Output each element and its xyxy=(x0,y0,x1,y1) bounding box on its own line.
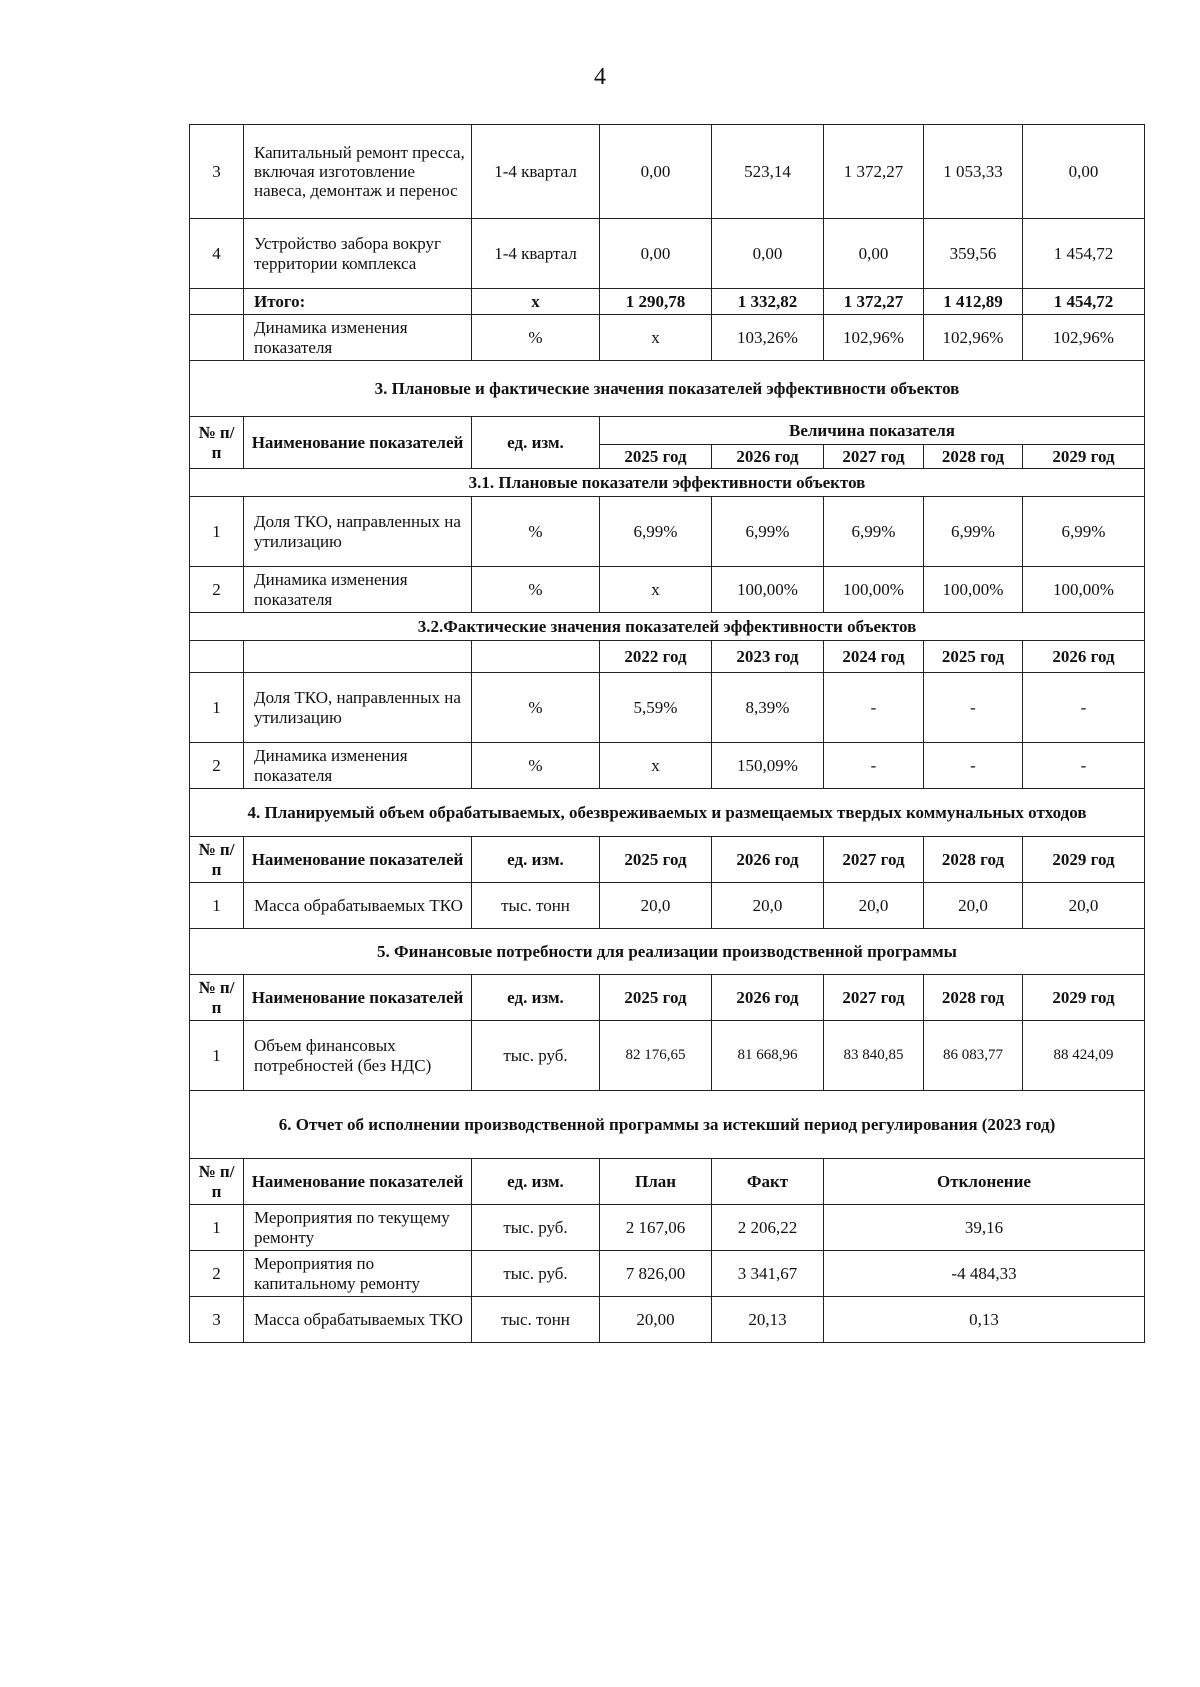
unit-cell: % xyxy=(472,315,600,361)
section-title-row xyxy=(190,789,1145,837)
value-cell: 150,09% xyxy=(712,743,824,789)
activity-name: Капитальный ремонт пресса, включая изготовление навеса, демонтаж и перенос xyxy=(244,125,472,219)
value-cell: 1 053,33 xyxy=(924,125,1023,219)
value-cell: 100,00% xyxy=(712,567,824,613)
value-cell: 83 840,85 xyxy=(824,1021,924,1091)
value-cell: 81 668,96 xyxy=(712,1021,824,1091)
total-value: 1 332,82 xyxy=(712,289,824,315)
value-cell: 0,00 xyxy=(712,219,824,289)
value-cell: 102,96% xyxy=(1023,315,1145,361)
value-cell: 82 176,65 xyxy=(600,1021,712,1091)
section-title-row xyxy=(190,929,1145,975)
value-cell: 100,00% xyxy=(824,567,924,613)
deviation-value: -4 484,33 xyxy=(824,1251,1145,1297)
row-number: 1 xyxy=(190,497,244,567)
unit-header: ед. изм. xyxy=(472,837,600,883)
year-header: 2025 год xyxy=(600,975,712,1021)
header-row xyxy=(190,975,1145,1021)
value-cell: - xyxy=(1023,673,1145,743)
name-header: Наименование показателей xyxy=(244,975,472,1021)
row-number: 2 xyxy=(190,743,244,789)
value-cell: 8,39% xyxy=(712,673,824,743)
plan-value: 7 826,00 xyxy=(600,1251,712,1297)
value-cell: 1 372,27 xyxy=(824,125,924,219)
year-header: 2025 год xyxy=(600,445,712,469)
table-row xyxy=(190,1297,1145,1343)
year-header: 2029 год xyxy=(1023,975,1145,1021)
value-cell: 20,0 xyxy=(924,883,1023,929)
total-value: 1 372,27 xyxy=(824,289,924,315)
unit-cell: тыс. руб. xyxy=(472,1021,600,1091)
year-header: 2028 год xyxy=(924,837,1023,883)
plan-value: 20,00 xyxy=(600,1297,712,1343)
name-header: Наименование показателей xyxy=(244,417,472,469)
year-header: 2029 год xyxy=(1023,445,1145,469)
value-cell: - xyxy=(1023,743,1145,789)
subsection-3-2-title: 3.2.Фактические значения показателей эффективности объектов xyxy=(190,613,1145,641)
value-cell: 88 424,09 xyxy=(1023,1021,1145,1091)
value-cell: 6,99% xyxy=(1023,497,1145,567)
unit-cell: тыс. руб. xyxy=(472,1251,600,1297)
unit-cell: тыс. руб. xyxy=(472,1205,600,1251)
unit-cell: тыс. тонн xyxy=(472,1297,600,1343)
row-number: 3 xyxy=(190,1297,244,1343)
value-cell: 20,0 xyxy=(712,883,824,929)
table-row xyxy=(190,1251,1145,1297)
name-header: Наименование показателей xyxy=(244,837,472,883)
table-row xyxy=(190,673,1145,743)
unit-header: ед. изм. xyxy=(472,1159,600,1205)
period-cell: 1-4 квартал xyxy=(472,125,600,219)
fact-value: 2 206,22 xyxy=(712,1205,824,1251)
fact-value: 3 341,67 xyxy=(712,1251,824,1297)
plan-value: 2 167,06 xyxy=(600,1205,712,1251)
total-label: Итого: xyxy=(244,289,472,315)
row-number: 2 xyxy=(190,1251,244,1297)
value-cell: x xyxy=(600,743,712,789)
unit-cell: % xyxy=(472,673,600,743)
year-header: 2028 год xyxy=(924,445,1023,469)
unit-cell: % xyxy=(472,567,600,613)
table-row xyxy=(190,219,1145,289)
period-cell: 1-4 квартал xyxy=(472,219,600,289)
unit-header: ед. изм. xyxy=(472,417,600,469)
empty-cell xyxy=(190,641,244,673)
value-cell: - xyxy=(824,743,924,789)
subsection-title-row xyxy=(190,613,1145,641)
total-value: 1 290,78 xyxy=(600,289,712,315)
row-number: 1 xyxy=(190,673,244,743)
value-cell: 6,99% xyxy=(924,497,1023,567)
year-header: 2028 год xyxy=(924,975,1023,1021)
total-value: 1 454,72 xyxy=(1023,289,1145,315)
indicator-name: Мероприятия по капитальному ремонту xyxy=(244,1251,472,1297)
table-row xyxy=(190,567,1145,613)
production-program-table xyxy=(189,124,1145,1343)
value-header: Величина показателя xyxy=(600,417,1145,445)
unit-cell: тыс. тонн xyxy=(472,883,600,929)
section-5-title: 5. Финансовые потребности для реализации производственной программы xyxy=(190,929,1145,975)
value-cell: 20,0 xyxy=(824,883,924,929)
value-cell: 100,00% xyxy=(1023,567,1145,613)
year-header: 2027 год xyxy=(824,975,924,1021)
year-header: 2027 год xyxy=(824,837,924,883)
year-header: 2026 год xyxy=(1023,641,1145,673)
fact-value: 20,13 xyxy=(712,1297,824,1343)
table-row xyxy=(190,883,1145,929)
section-4-title: 4. Планируемый объем обрабатываемых, обезвреживаемых и размещаемых твердых коммунальных отходов xyxy=(190,789,1145,837)
num-header: № п/п xyxy=(190,837,244,883)
subsection-title-row xyxy=(190,469,1145,497)
year-header: 2022 год xyxy=(600,641,712,673)
value-cell: 6,99% xyxy=(712,497,824,567)
table-row xyxy=(190,743,1145,789)
section-6-title: 6. Отчет об исполнении производственной программы за истекший период регулирования (2023 год) xyxy=(190,1091,1145,1159)
period-cell: x xyxy=(472,289,600,315)
deviation-header: Отклонение xyxy=(824,1159,1145,1205)
value-cell: 0,00 xyxy=(600,219,712,289)
empty-cell xyxy=(244,641,472,673)
name-header: Наименование показателей xyxy=(244,1159,472,1205)
year-header: 2023 год xyxy=(712,641,824,673)
dynamics-label: Динамика изменения показателя xyxy=(244,315,472,361)
value-cell: 86 083,77 xyxy=(924,1021,1023,1091)
value-cell: 6,99% xyxy=(824,497,924,567)
value-cell: 20,0 xyxy=(1023,883,1145,929)
empty-cell xyxy=(190,289,244,315)
header-row xyxy=(190,417,1145,445)
section-title-row xyxy=(190,361,1145,417)
unit-cell: % xyxy=(472,497,600,567)
num-header: № п/п xyxy=(190,975,244,1021)
value-cell: x xyxy=(600,567,712,613)
indicator-name: Динамика изменения показателя xyxy=(244,743,472,789)
row-number: 3 xyxy=(190,125,244,219)
empty-cell xyxy=(190,315,244,361)
table-row xyxy=(190,125,1145,219)
value-cell: 0,00 xyxy=(600,125,712,219)
value-cell: - xyxy=(924,673,1023,743)
year-header: 2026 год xyxy=(712,837,824,883)
indicator-name: Динамика изменения показателя xyxy=(244,567,472,613)
value-cell: - xyxy=(824,673,924,743)
value-cell: - xyxy=(924,743,1023,789)
row-number: 1 xyxy=(190,1021,244,1091)
value-cell: 0,00 xyxy=(824,219,924,289)
value-cell: 1 454,72 xyxy=(1023,219,1145,289)
total-value: 1 412,89 xyxy=(924,289,1023,315)
year-header: 2025 год xyxy=(600,837,712,883)
fact-header: Факт xyxy=(712,1159,824,1205)
unit-header: ед. изм. xyxy=(472,975,600,1021)
page-number: 4 xyxy=(594,64,606,90)
value-cell: 100,00% xyxy=(924,567,1023,613)
row-number: 1 xyxy=(190,883,244,929)
empty-cell xyxy=(472,641,600,673)
year-header: 2029 год xyxy=(1023,837,1145,883)
num-header: № п/п xyxy=(190,1159,244,1205)
num-header: № п/п xyxy=(190,417,244,469)
year-header: 2026 год xyxy=(712,975,824,1021)
value-cell: 0,00 xyxy=(1023,125,1145,219)
header-row xyxy=(190,641,1145,673)
row-number: 4 xyxy=(190,219,244,289)
indicator-name: Масса обрабатываемых ТКО xyxy=(244,1297,472,1343)
value-cell: 359,56 xyxy=(924,219,1023,289)
value-cell: 102,96% xyxy=(824,315,924,361)
unit-cell: % xyxy=(472,743,600,789)
header-row xyxy=(190,837,1145,883)
header-row xyxy=(190,1159,1145,1205)
year-header: 2024 год xyxy=(824,641,924,673)
section-3-title: 3. Плановые и фактические значения показателей эффективности объектов xyxy=(190,361,1145,417)
value-cell: 6,99% xyxy=(600,497,712,567)
dynamics-row xyxy=(190,315,1145,361)
deviation-value: 39,16 xyxy=(824,1205,1145,1251)
indicator-name: Объем финансовых потребностей (без НДС) xyxy=(244,1021,472,1091)
indicator-name: Масса обрабатываемых ТКО xyxy=(244,883,472,929)
value-cell: 523,14 xyxy=(712,125,824,219)
value-cell: 102,96% xyxy=(924,315,1023,361)
value-cell: x xyxy=(600,315,712,361)
activity-name: Устройство забора вокруг территории комплекса xyxy=(244,219,472,289)
row-number: 1 xyxy=(190,1205,244,1251)
year-header: 2025 год xyxy=(924,641,1023,673)
row-number: 2 xyxy=(190,567,244,613)
table-row xyxy=(190,497,1145,567)
indicator-name: Доля ТКО, направленных на утилизацию xyxy=(244,673,472,743)
table-row xyxy=(190,1021,1145,1091)
year-header: 2027 год xyxy=(824,445,924,469)
total-row xyxy=(190,289,1145,315)
deviation-value: 0,13 xyxy=(824,1297,1145,1343)
table-row xyxy=(190,1205,1145,1251)
subsection-3-1-title: 3.1. Плановые показатели эффективности объектов xyxy=(190,469,1145,497)
value-cell: 5,59% xyxy=(600,673,712,743)
year-header: 2026 год xyxy=(712,445,824,469)
value-cell: 103,26% xyxy=(712,315,824,361)
indicator-name: Мероприятия по текущему ремонту xyxy=(244,1205,472,1251)
section-title-row xyxy=(190,1091,1145,1159)
value-cell: 20,0 xyxy=(600,883,712,929)
indicator-name: Доля ТКО, направленных на утилизацию xyxy=(244,497,472,567)
plan-header: План xyxy=(600,1159,712,1205)
